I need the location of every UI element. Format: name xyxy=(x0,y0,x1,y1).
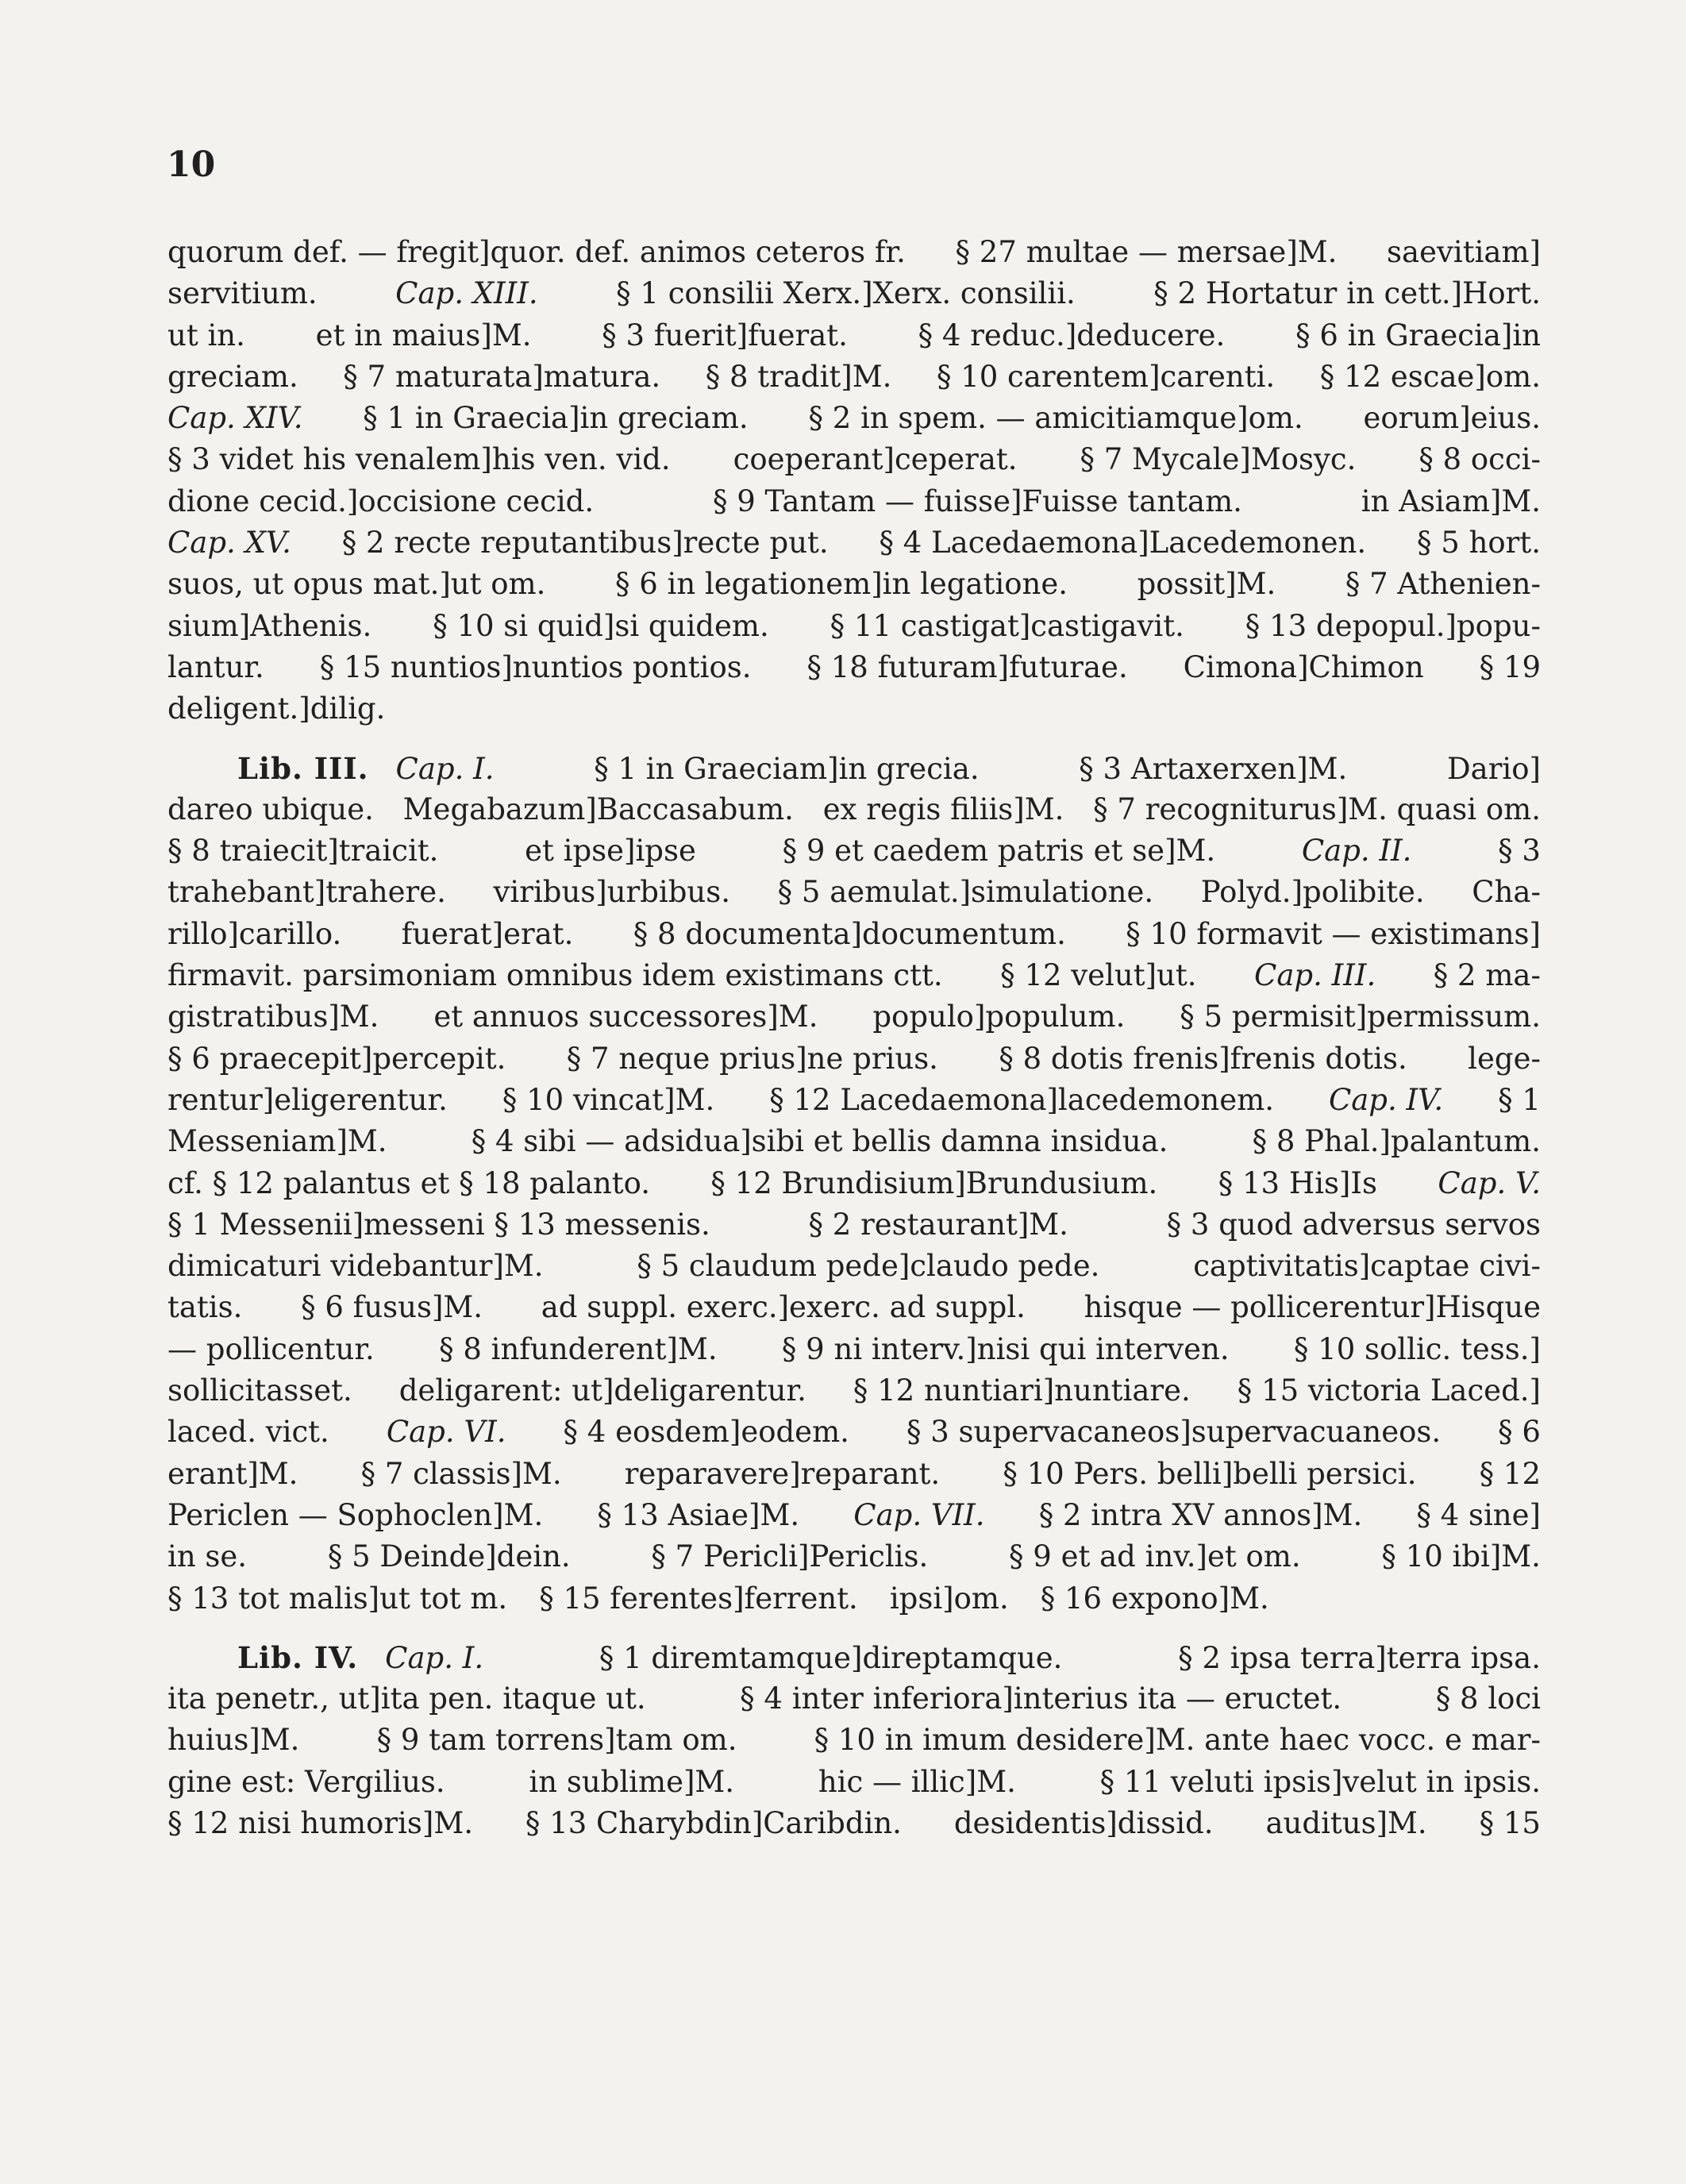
text-line: in se. § 5 Deinde]dein. § 7 Pericli]Periclis. § 9 et ad inv.]et om. § 10 ibi]M. xyxy=(167,1539,1541,1574)
text-line: suos, ut opus mat.]ut om. § 6 in legationem]in legatione. possit]M. § 7 Athenien- xyxy=(167,567,1541,602)
text-line: tatis. § 6 fusus]M. ad suppl. exerc.]exerc. ad suppl. hisque — pollicerentur]Hisque xyxy=(167,1290,1541,1325)
text-line: Cap. XIV. § 1 in Graecia]in greciam. § 2 in spem. — amicitiamque]om. eorum]eius. xyxy=(167,401,1541,436)
text-line: Messeniam]M. § 4 sibi — adsidua]sibi et bellis damna insidua. § 8 Phal.]palantum. xyxy=(167,1124,1541,1159)
text-line: erant]M. § 7 classis]M. reparavere]reparant. § 10 Pers. belli]belli persici. § 12 xyxy=(167,1456,1541,1491)
text-line: § 1 Messenii]messeni § 13 messenis. § 2 restaurant]M. § 3 quod adversus servos xyxy=(167,1207,1541,1242)
text-line: gistratibus]M. et annuos successores]M. populo]populum. § 5 permisit]permissum. xyxy=(167,1000,1541,1034)
text-line: gine est: Vergilius. in sublime]M. hic — illic]M. § 11 veluti ipsis]velut in ipsis. xyxy=(167,1764,1541,1799)
text-line: dareo ubique. Megabazum]Baccasabum. ex regis filiis]M. § 7 recogniturus]M. quasi om. xyxy=(167,792,1541,826)
text-line: Cap. XV. § 2 recte reputantibus]recte put. § 4 Lacedaemona]Lacedemonen. § 5 hort. xyxy=(167,526,1541,560)
text-line: quorum def. — fregit]quor. def. animos ceteros fr. § 27 multae — mersae]M. saevitiam] xyxy=(167,235,1541,269)
text-line: § 6 praecepit]percepit. § 7 neque prius]ne prius. § 8 dotis frenis]frenis dotis. lege- xyxy=(167,1041,1541,1076)
text-line: trahebant]trahere. viribus]urbibus. § 5 aemulat.]simulatione. Polyd.]polibite. Cha- xyxy=(167,875,1541,910)
text-line: dione cecid.]occisione cecid. § 9 Tantam — fuisse]Fuisse tantam. in Asiam]M. xyxy=(167,483,1541,518)
text-line: sium]Athenis. § 10 si quid]si quidem. § 11 castigat]castigavit. § 13 depopul.]popu- xyxy=(167,608,1541,643)
text-line: firmavit. parsimoniam omnibus idem existimans ctt. § 12 velut]ut. Cap. III. § 2 ma- xyxy=(167,958,1541,993)
lib-label: Lib. IV. xyxy=(237,1639,359,1675)
text-line: § 3 videt his venalem]his ven. vid. coeperant]ceperat. § 7 Mycale]Mosyc. § 8 occi- xyxy=(167,442,1541,477)
text-line: § 13 tot malis]ut tot m. § 15 ferentes]ferrent. ipsi]om. § 16 expono]M. xyxy=(167,1581,1269,1616)
text-line: dimicaturi videbantur]M. § 5 claudum pede]claudo pede. captivitatis]captae civi- xyxy=(167,1249,1541,1284)
text-line: sollicitasset. deligarent: ut]deligarentur. § 12 nuntiari]nuntiare. § 15 victoria Laced.] xyxy=(167,1373,1541,1408)
section-heading-lib3: Lib. III. Cap. I. § 1 in Graeciam]in grecia. § 3 Artaxerxen]M. Dario] xyxy=(167,748,1541,789)
text-line: ita penetr., ut]ita pen. itaque ut. § 4 inter inferiora]interius ita — eructet. § 8 loci xyxy=(167,1681,1541,1716)
lib-label: Lib. III. xyxy=(237,750,369,786)
text-line: § 12 nisi humoris]M. § 13 Charybdin]Caribdin. desidentis]dissid. auditus]M. § 15 xyxy=(167,1805,1541,1840)
text-line: laced. vict. Cap. VI. § 4 eosdem]eodem. § 3 supervacaneos]supervacuaneos. § 6 xyxy=(167,1415,1541,1450)
text-block xyxy=(167,232,1541,1844)
text-line: rentur]eligerentur. § 10 vincat]M. § 12 Lacedaemona]lacedemonem. Cap. IV. § 1 xyxy=(167,1082,1541,1117)
text-line: rillo]carillo. fuerat]erat. § 8 documenta]documentum. § 10 formavit — existimans] xyxy=(167,916,1541,951)
text-line: huius]M. § 9 tam torrens]tam om. § 10 in imum desidere]M. ante haec vocc. e mar- xyxy=(167,1723,1541,1758)
section-heading-lib4: Lib. IV. Cap. I. § 1 diremtamque]direptamque. § 2 ipsa terra]terra ipsa. xyxy=(167,1637,1541,1678)
text-line: ut in. et in maius]M. § 3 fuerit]fuerat. § 4 reduc.]deducere. § 6 in Graecia]in xyxy=(167,318,1541,352)
page-number: 10 xyxy=(167,144,216,185)
text-line: — pollicentur. § 8 infunderent]M. § 9 ni interv.]nisi qui interven. § 10 sollic. tess.] xyxy=(167,1331,1541,1366)
text-line: servitium. Cap. XIII. § 1 consilii Xerx.]Xerx. consilii. § 2 Hortatur in cett.]Hort. xyxy=(167,276,1541,311)
text-line: lantur. § 15 nuntios]nuntios pontios. § 18 futuram]futurae. Cimona]Chimon § 19 xyxy=(167,649,1541,684)
text-line: cf. § 12 palantus et § 18 palanto. § 12 Brundisium]Brundusium. § 13 His]Is Cap. V. xyxy=(167,1165,1541,1200)
text-line: deligent.]dilig. xyxy=(167,691,386,726)
text-line: Periclen — Sophoclen]M. § 13 Asiae]M. Cap. VII. § 2 intra XV annos]M. § 4 sine] xyxy=(167,1497,1541,1532)
text-line: § 8 traiecit]traicit. et ipse]ipse § 9 et caedem patris et se]M. Cap. II. § 3 xyxy=(167,834,1541,869)
text-line: greciam. § 7 maturata]matura. § 8 tradit]M. § 10 carentem]carenti. § 12 escae]om. xyxy=(167,359,1541,394)
